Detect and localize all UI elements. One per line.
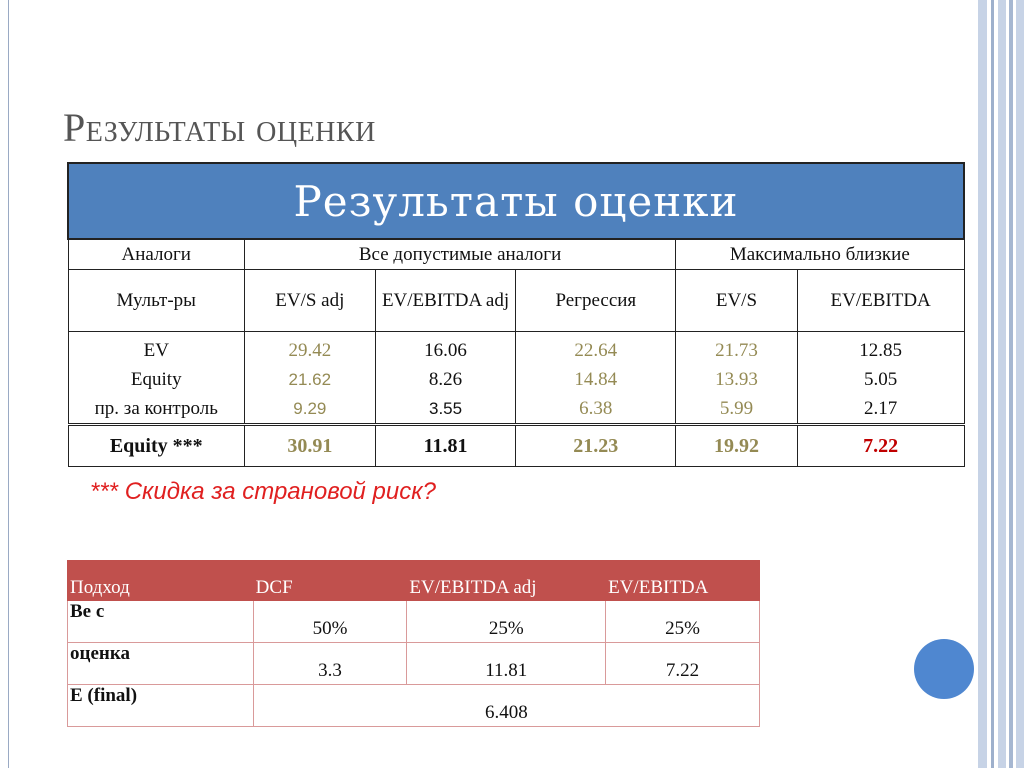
cell-value: 21.62 (245, 365, 376, 394)
cell-value: 13.93 (676, 365, 798, 394)
table-row (68, 270, 964, 332)
column-header: EV/EBITDA adj (407, 561, 606, 601)
approach-weighting-table (67, 560, 760, 727)
cell-value: 29.42 (245, 332, 376, 366)
cell-value: 22.64 (516, 332, 676, 366)
table-header-row (68, 561, 760, 601)
cell-value: 14.84 (516, 365, 676, 394)
cell-value: 5.99 (676, 394, 798, 425)
table-row (68, 601, 760, 643)
row-label: E (final) (68, 685, 254, 727)
cell-value: 21.23 (516, 425, 676, 467)
column-header: EV/S adj (245, 270, 376, 332)
column-header: Регрессия (516, 270, 676, 332)
slide-border-line (8, 0, 9, 768)
cell-value: 3.55 (375, 394, 516, 425)
cell-value: 3.3 (253, 643, 407, 685)
final-value: 6.408 (253, 685, 759, 727)
cell-value: 11.81 (375, 425, 516, 467)
group-all-analogs: Все допустимые аналоги (245, 239, 676, 270)
cell-value: 12.85 (797, 332, 964, 366)
cell-value: 19.92 (676, 425, 798, 467)
cell-value: 30.91 (245, 425, 376, 467)
cell-value: 5.05 (797, 365, 964, 394)
table-row (68, 332, 964, 366)
row-label: Ве с (68, 601, 254, 643)
slide-title: Результаты оценки (63, 105, 376, 150)
valuation-results-table (67, 162, 965, 467)
column-header: DCF (253, 561, 407, 601)
cell-value: 9.29 (245, 394, 376, 425)
row-label: Мульт-ры (68, 270, 245, 332)
decorative-stripes (978, 0, 1024, 768)
cell-value: 11.81 (407, 643, 606, 685)
group-closest-analogs: Максимально близкие (676, 239, 964, 270)
row-label: EV (68, 332, 245, 366)
row-label: пр. за контроль (68, 394, 245, 425)
cell-value: 50% (253, 601, 407, 643)
row-label: Equity (68, 365, 245, 394)
table-row (68, 365, 964, 394)
cell-value: 25% (606, 601, 760, 643)
cell-value: 7.22 (606, 643, 760, 685)
table-row (68, 394, 964, 425)
column-header: EV/EBITDA (606, 561, 760, 601)
column-header: Подход (68, 561, 254, 601)
table-row (68, 685, 760, 727)
column-header: EV/S (676, 270, 798, 332)
row-label: Equity *** (68, 425, 245, 467)
cell-value: 21.73 (676, 332, 798, 366)
column-header: EV/EBITDA (797, 270, 964, 332)
highlight-value: 7.22 (797, 425, 964, 467)
decorative-circle (914, 639, 974, 699)
cell-value: 2.17 (797, 394, 964, 425)
cell-value: 16.06 (375, 332, 516, 366)
cell-value: 8.26 (375, 365, 516, 394)
cell-value: 6.38 (516, 394, 676, 425)
footnote: *** Скидка за страновой риск? (90, 478, 436, 505)
table-header: Результаты оценки (68, 163, 964, 239)
table-row (68, 239, 964, 270)
equity-total-row (68, 425, 964, 467)
table-row (68, 643, 760, 685)
cell-value: 25% (407, 601, 606, 643)
column-header: EV/EBITDA adj (375, 270, 516, 332)
row-label: Аналоги (68, 239, 245, 270)
row-label: оценка (68, 643, 254, 685)
